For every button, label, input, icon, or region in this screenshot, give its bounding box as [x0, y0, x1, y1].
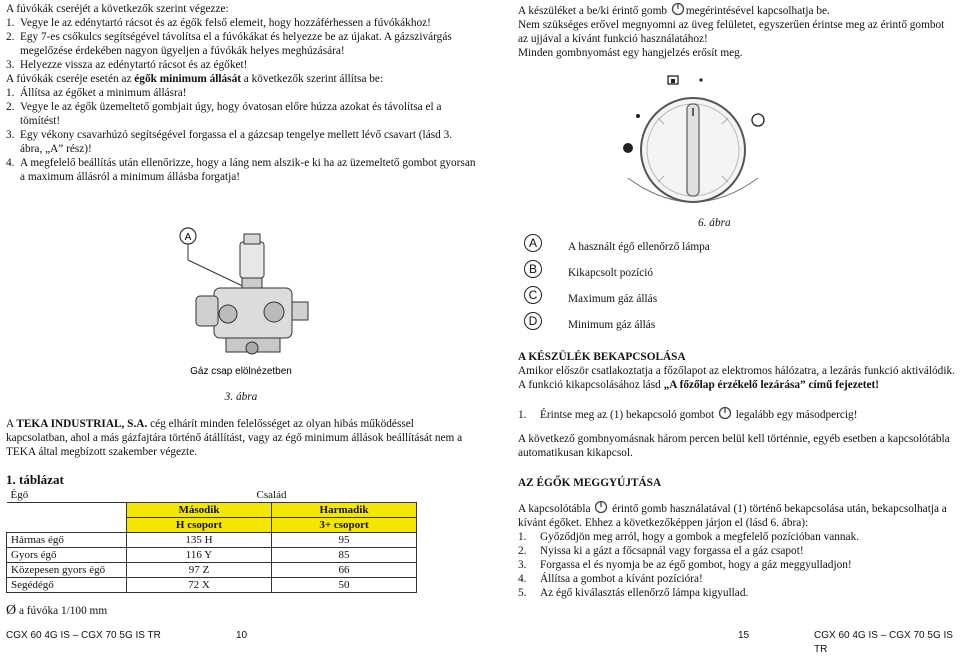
list-item: 3. Forgassa el és nyomja be az égő gombot, hogy a gáz meggyulladjon!: [518, 559, 852, 571]
figure-6-caption: 6. ábra: [698, 217, 731, 229]
list-item: 1. Érintse meg az (1) bekapcsoló gombot legalább egy másodpercig!: [518, 406, 956, 422]
column-header-family: Család: [127, 488, 417, 503]
touch-intro: A készüléket a be/ki érintő gomb megérintésével kapcsolhatja be.: [518, 2, 956, 18]
nozzle-data-table: [6, 488, 417, 593]
power-touch-icon: [717, 406, 733, 420]
list-item: 1. Állítsa az égőket a minimum állásra!: [6, 87, 187, 99]
list-item: 1. Győződjön meg arról, hogy a gombok a megfelelő pozícióban vannak.: [518, 531, 860, 543]
column-header-3plus-group: 3+ csoport: [272, 518, 417, 533]
table-row: Segédégő 72 X 50: [7, 578, 417, 593]
list-item: 3. Egy vékony csavarhúzó segítségével forgassa el a gázcsap tengelye mellett lévő csavart (lásd 3. ábra, „A” rész)!: [6, 129, 453, 155]
diameter-icon: Ø: [6, 603, 17, 618]
table-row: Gyors égő 116 Y 85: [7, 548, 417, 563]
ignite-intro: A kapcsolótábla érintő gomb használatával (1) történő bekapcsolása után, bekapcsolhatja a kívánt égőket. Ehhez a következőképpen járjon el (lásd 6. ábra):: [518, 500, 956, 530]
column-header-second: Második: [127, 503, 272, 518]
knob-legend: [518, 234, 956, 338]
list-item: 2. Vegye le az égők üzemeltető gombjait úgy, hogy óvatosan előre húzza azokat és távolítsa el a tömítést!: [6, 101, 442, 127]
power-touch-icon: [670, 2, 686, 16]
lock-note: Amikor először csatlakoztatja a főzőlapot az elektromos hálózatra, a lezárás funkció aktiválódik. A funkció kikapcsolásához lásd „A főzőlap érzékelő lezárása” című fejezetet!: [518, 365, 955, 391]
touch-note: Nem szükséges erővel megnyomni az üveg felületet, egyszerűen érintse meg az érintő gombot az ujjával a kívánt funkció használatához!: [518, 19, 945, 45]
timeout-note: A következő gombnyomásnak három percen belül kell történnie, egyéb esetben a kapcsolótábla automatikusan kikapcsol.: [518, 433, 950, 459]
legend-item: A A használt égő ellenőrző lámpa: [518, 234, 956, 260]
right-page: [518, 0, 956, 655]
left-page: [6, 0, 476, 642]
list-item: 4. A megfelelő beállítás után ellenőrizze, hogy a láng nem alszik-e ki ha az üzemeltető gombot gyorsan a maximum állásról a minimum állásba forgatja!: [6, 157, 476, 183]
table-title: 1. táblázat: [6, 472, 64, 487]
table-row: Hármas égő 135 H 95: [7, 533, 417, 548]
legend-key-c: C: [524, 286, 542, 304]
nozzle-intro: A fúvókák cseréjét a következők szerint végezze:: [6, 3, 229, 15]
intro-section: [518, 2, 956, 60]
column-header-burner: Égő: [7, 488, 127, 503]
page-number-right: 15: [738, 630, 750, 641]
min-position-intro: A fúvókák cseréje esetén az égők minimum állását a következők szerint állítsa be:: [6, 73, 384, 85]
table-header-row: [7, 503, 417, 518]
section-heading: AZ ÉGŐK MEGGYÚJTÁSA: [518, 477, 662, 489]
section-heading: A KÉSZÜLÉK BEKAPCSOLÁSA: [518, 351, 686, 363]
column-header-third: Harmadik: [272, 503, 417, 518]
legend-item: B Kikapcsolt pozíció: [518, 260, 956, 286]
legend-item: D Minimum gáz állás: [518, 312, 956, 338]
disclaimer: A TEKA INDUSTRIAL, S.A. cég elhárít minden felelősséget az olyan hibás működéssel kapcsolatban, ahol a más gázfajtára történő átállítást, vagy az égő minimum állások beállítását nem a TEKA által megbízott szakember végezte.: [6, 418, 463, 458]
legend-item: C Maximum gáz állás: [518, 286, 956, 312]
column-header-h-group: H csoport: [127, 518, 272, 533]
table-note: Ø a fúvóka 1/100 mm: [6, 603, 108, 618]
footer-model-left: CGX 60 4G IS – CGX 70 5G IS TR: [6, 630, 161, 641]
figure-3-caption: 3. ábra: [224, 391, 258, 403]
nozzle-change-section: [6, 2, 476, 184]
knob-figure: [598, 68, 788, 226]
table-header-row: [7, 488, 417, 503]
list-item: 4. Állítsa a gombot a kívánt pozícióra!: [518, 573, 703, 585]
list-item: 1. Vegye le az edénytartó rácsot és az égők felső elemeit, hogy hozzáférhessen a fúvókákhoz!: [6, 17, 431, 29]
beep-note: Minden gombnyomást egy hangjelzés erősít meg.: [518, 47, 743, 59]
footer-model-right: CGX 60 4G IS – CGX 70 5G IS TR: [814, 630, 953, 655]
svg-text:A: A: [184, 232, 192, 243]
table-row: Közepesen gyors égő 97 Z 66: [7, 563, 417, 578]
table-header-row: [7, 518, 417, 533]
legend-key-a: A: [524, 234, 542, 252]
list-item: 5. Az égő kiválasztás ellenőrző lámpa kigyullad.: [518, 587, 749, 599]
power-on-section: [518, 350, 956, 460]
ignite-section: [518, 476, 956, 600]
control-knob-illustration: [598, 68, 788, 226]
legend-key-d: D: [524, 312, 542, 330]
gas-valve-figure: [156, 222, 326, 392]
legend-key-b: B: [524, 260, 542, 278]
page-number-left: 10: [236, 630, 248, 641]
list-item: 2. Nyissa ki a gázt a főcsapnál vagy forgassa el a gáz csapot!: [518, 545, 804, 557]
list-item: 2. Egy 7-es csőkulcs segítségével távolítsa el a fúvókákat és helyezze be az újakat. A gázszivárgás megelőzése érdekében nagyon ügyeljen a fúvókák helyes meghúzására!: [6, 31, 452, 57]
power-touch-icon: [593, 500, 609, 514]
list-item: 3. Helyezze vissza az edénytartó rácsot és az égőket!: [6, 59, 248, 71]
gas-valve-illustration: [156, 222, 326, 387]
svg-text:Gáz csap elölnézetben: Gáz csap elölnézetben: [190, 366, 292, 377]
nozzle-table: [6, 488, 476, 593]
